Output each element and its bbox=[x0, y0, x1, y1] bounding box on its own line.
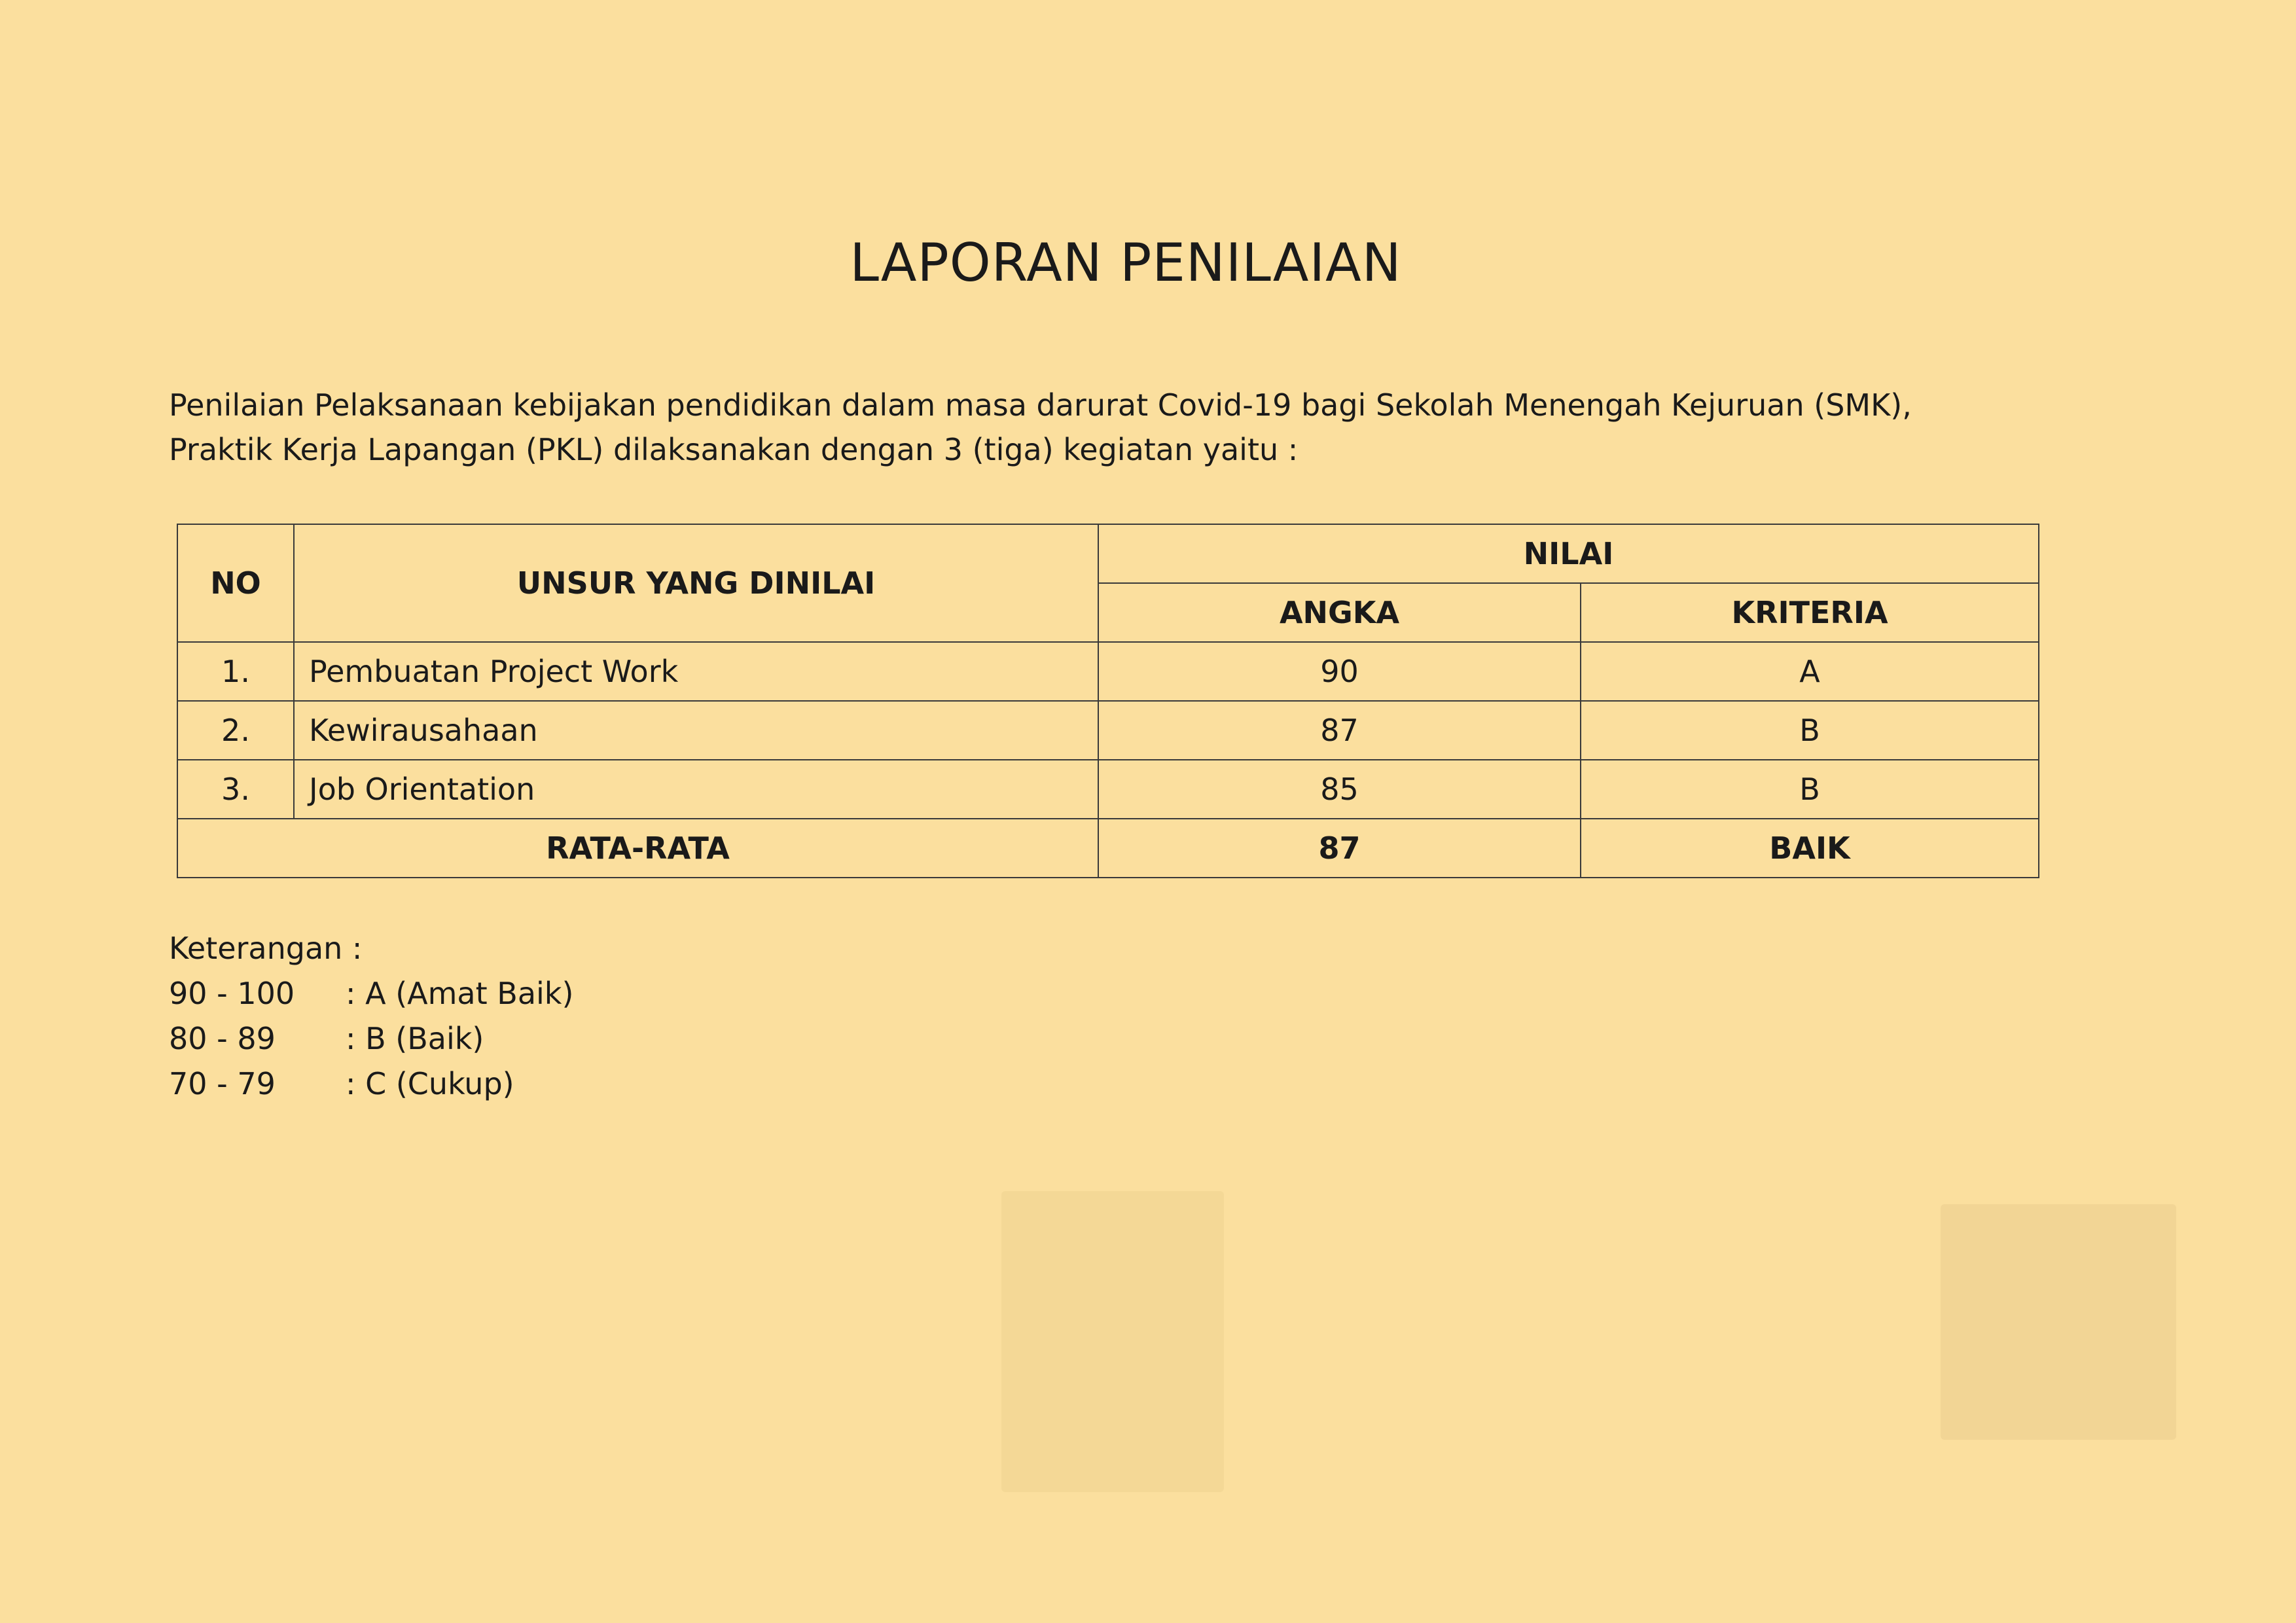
page-title: LAPORAN PENILAIAN bbox=[850, 232, 1402, 293]
intro-line-1: Penilaian Pelaksanaan kebijakan pendidikan dalam masa darurat Covid-19 bagi Sekolah Menengah Kejuruan (SMK), bbox=[169, 387, 1912, 423]
row-no: 3. bbox=[177, 760, 294, 819]
table-row bbox=[177, 701, 2039, 760]
header-unsur: UNSUR YANG DINILAI bbox=[294, 524, 1098, 642]
header-nilai: NILAI bbox=[1098, 524, 2039, 583]
row-kriteria: B bbox=[1581, 760, 2039, 819]
row-kriteria: B bbox=[1581, 701, 2039, 760]
notes-range: 90 - 100 bbox=[169, 976, 295, 1011]
table-header-row bbox=[177, 524, 2039, 583]
notes-item bbox=[169, 1016, 573, 1061]
header-angka: ANGKA bbox=[1098, 583, 1581, 642]
average-angka: 87 bbox=[1098, 819, 1581, 878]
header-kriteria: KRITERIA bbox=[1581, 583, 2039, 642]
notes-item bbox=[169, 1061, 573, 1107]
row-no: 2. bbox=[177, 701, 294, 760]
average-row bbox=[177, 819, 2039, 878]
header-no: NO bbox=[177, 524, 294, 642]
notes-desc: : B (Baik) bbox=[346, 1021, 484, 1056]
row-angka: 85 bbox=[1098, 760, 1581, 819]
average-label: RATA-RATA bbox=[177, 819, 1098, 878]
notes-item bbox=[169, 971, 573, 1016]
row-unsur: Kewirausahaan bbox=[294, 701, 1098, 760]
row-kriteria: A bbox=[1581, 642, 2039, 701]
table-row bbox=[177, 760, 2039, 819]
notes-range: 70 - 79 bbox=[169, 1066, 276, 1101]
legend-notes bbox=[169, 926, 573, 1107]
intro-paragraph bbox=[169, 383, 2067, 472]
bleed-through-qr bbox=[1941, 1204, 2176, 1440]
grades-table bbox=[177, 524, 2039, 878]
notes-desc: : C (Cukup) bbox=[346, 1066, 514, 1101]
average-kriteria: BAIK bbox=[1581, 819, 2039, 878]
table-row bbox=[177, 642, 2039, 701]
row-unsur: Job Orientation bbox=[294, 760, 1098, 819]
row-angka: 90 bbox=[1098, 642, 1581, 701]
intro-line-2: Praktik Kerja Lapangan (PKL) dilaksanakan dengan 3 (tiga) kegiatan yaitu : bbox=[169, 432, 1299, 467]
bleed-through-stamp bbox=[1001, 1191, 1224, 1492]
notes-desc: : A (Amat Baik) bbox=[346, 976, 574, 1011]
row-unsur: Pembuatan Project Work bbox=[294, 642, 1098, 701]
notes-range: 80 - 89 bbox=[169, 1021, 276, 1056]
row-no: 1. bbox=[177, 642, 294, 701]
notes-heading: Keterangan : bbox=[169, 931, 363, 966]
row-angka: 87 bbox=[1098, 701, 1581, 760]
